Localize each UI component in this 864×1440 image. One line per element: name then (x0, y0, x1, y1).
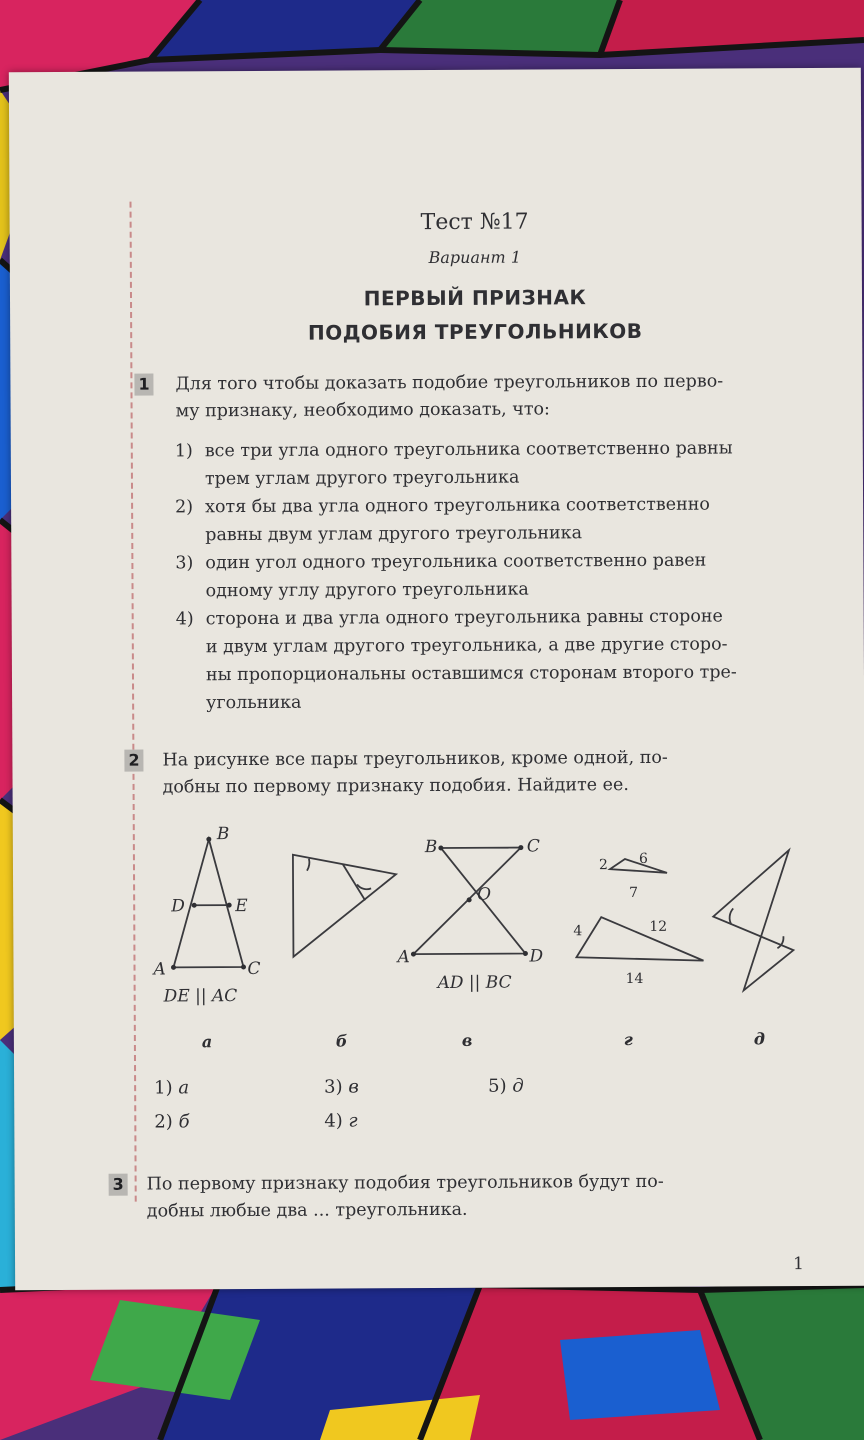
fig-a-condition: DE || AC (163, 986, 238, 1007)
answer-5-num: 5) (488, 1075, 507, 1097)
answer-1-letter: а (178, 1077, 190, 1099)
fig-a-label-D: D (171, 896, 185, 917)
fig-a-label-B: B (216, 824, 230, 845)
fig-g-small-bottom: 7 (629, 884, 639, 902)
fig-d-caption: д (753, 1029, 766, 1049)
answer-1-num: 1) (154, 1077, 173, 1099)
topic-line-1: ПЕРВЫЙ ПРИЗНАК (363, 285, 587, 311)
test-sheet (9, 68, 864, 1290)
q1-option-1-line-1: все три угла одного треугольника соответственно равны (204, 438, 733, 462)
fig-b-caption: б (335, 1031, 348, 1051)
fig-g-big-left: 4 (573, 923, 583, 940)
question-2-line-2: добны по первому признаку подобия. Найдите ее. (162, 775, 629, 798)
answer-2[interactable] (154, 1111, 189, 1132)
question-1-number: 1 (134, 373, 153, 395)
answer-5[interactable] (488, 1076, 524, 1097)
question-3-text (147, 1168, 807, 1225)
question-1-line-1: Для того чтобы доказать подобие треугольников по перво- (175, 371, 724, 395)
topic-line-2: ПОДОБИЯ ТРЕУГОЛЬНИКОВ (307, 318, 643, 345)
q1-option-4-line-1: сторона и два угла одного треугольника равны стороне (205, 606, 723, 630)
test-title: Тест №17 (420, 209, 529, 236)
fig-g-caption: г (623, 1029, 633, 1050)
question-1-line-2: му признаку, необходимо доказать, что: (175, 399, 550, 422)
fig-a-label-A: A (153, 959, 166, 980)
fig-v-label-C: C (526, 836, 540, 857)
q1-option-2-num: 2) (175, 497, 194, 518)
fig-a-label-C: C (247, 958, 261, 980)
fig-v-label-B: B (424, 837, 438, 858)
fig-g-big-bottom: 14 (625, 970, 644, 988)
q1-option-3-line-2: одному углу другого треугольника (205, 579, 529, 602)
figure-d (713, 850, 794, 990)
question-3-line-2: добны любые два ... треугольника. (146, 1199, 468, 1222)
fig-g-small-left: 2 (598, 857, 608, 874)
fig-g-big-top: 12 (649, 918, 668, 935)
answer-3-num: 3) (324, 1076, 343, 1098)
fig-v-caption: в (461, 1030, 473, 1050)
answer-4[interactable] (324, 1110, 357, 1131)
q1-option-3-num: 3) (175, 553, 194, 574)
answer-2-num: 2) (154, 1111, 173, 1133)
fig-g-small-top: 6 (638, 850, 648, 867)
q1-option-4-line-4: угольника (206, 692, 302, 714)
fig-v-label-A: A (397, 947, 410, 968)
variant-label: Вариант 1 (428, 247, 522, 268)
q1-option-4-line-2: и двум углам другого треугольника, а две другие сторо- (205, 634, 728, 658)
answer-4-letter: г (348, 1110, 358, 1132)
q1-option-2-line-1: хотя бы два угла одного треугольника соответственно (205, 494, 710, 518)
answer-3-letter: в (348, 1076, 359, 1098)
answer-3[interactable] (324, 1076, 359, 1097)
figure-g (576, 859, 704, 962)
answer-4-num: 4) (324, 1110, 343, 1132)
question-3-number: 3 (109, 1174, 128, 1196)
question-2-number: 2 (124, 750, 143, 772)
fig-v-condition: AD || BC (437, 972, 512, 994)
page-number: 1 (793, 1254, 804, 1275)
fig-a-caption: а (201, 1032, 213, 1052)
fig-v-label-O: O (477, 884, 492, 905)
answer-2-letter: б (178, 1111, 190, 1133)
q1-option-1-line-2: трем углам другого треугольника (204, 467, 520, 490)
q1-option-4-num: 4) (175, 609, 194, 630)
answer-1[interactable] (154, 1077, 189, 1098)
answer-5-letter: д (512, 1075, 524, 1097)
q1-option-3-line-1: один угол одного треугольника соответственно равен (205, 550, 707, 574)
figure-b (293, 854, 397, 957)
fig-v-label-D: D (529, 946, 544, 967)
q1-option-4-line-3: ны пропорциональны оставшимся сторонам второго тре- (205, 662, 737, 686)
question-2-line-1: На рисунке все пары треугольников, кроме одной, по- (162, 747, 668, 771)
q1-option-1-num: 1) (174, 441, 193, 462)
figures-diagram (9, 68, 864, 1290)
question-3-line-1: По первому признаку подобия треугольников будут по- (146, 1171, 664, 1195)
fig-a-label-E: E (235, 896, 248, 917)
q1-option-2-line-2: равны двум углам другого треугольника (205, 523, 583, 546)
